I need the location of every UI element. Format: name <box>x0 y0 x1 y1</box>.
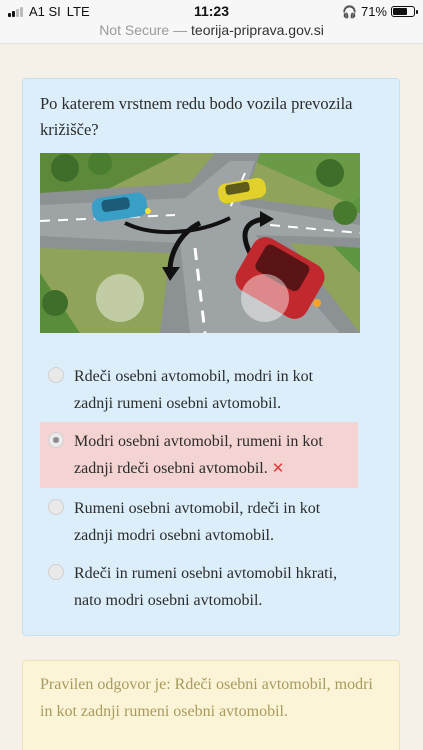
battery-icon <box>391 6 415 17</box>
radio-button[interactable] <box>48 367 64 383</box>
headphones-icon: 🎧 <box>342 4 357 19</box>
carrier-name: A1 SI <box>29 4 61 19</box>
radio-button[interactable] <box>48 564 64 580</box>
page-content <box>0 44 423 750</box>
answer-option-3[interactable] <box>40 489 358 555</box>
intersection-scene-icon <box>40 153 360 333</box>
battery-percent: 71% <box>360 4 387 19</box>
question-card <box>22 78 400 636</box>
option-label: Rumeni osebni avtomobil, rdeči in kot zadnji modri osebni avtomobil. <box>74 500 321 544</box>
wrong-answer-icon: ✕ <box>271 459 285 477</box>
security-label: Not Secure <box>99 22 170 38</box>
option-label <box>74 428 352 482</box>
correct-answer-text: Pravilen odgovor je: Rdeči osebni avtomobil, modri in kot zadnji rumeni osebni avtomobil. <box>40 676 373 720</box>
answer-option-4[interactable] <box>40 554 358 620</box>
answer-option-2[interactable] <box>40 422 358 488</box>
question-text: Po katerem vrstnem redu bodo vozila prevozila križišče? <box>40 94 353 139</box>
answer-option-1[interactable] <box>40 357 358 423</box>
url-domain: teorija-priprava.gov.si <box>191 22 324 38</box>
status-right <box>342 4 415 19</box>
radio-button[interactable] <box>48 499 64 515</box>
correct-answer-card <box>22 660 400 750</box>
url-bar[interactable] <box>0 22 423 44</box>
intersection-illustration <box>40 153 360 333</box>
network-type: LTE <box>66 4 90 19</box>
option-label-text: Modri osebni avtomobil, rumeni in kot zadnji rdeči osebni avtomobil. <box>74 433 323 477</box>
option-label: Rdeči osebni avtomobil, modri in kot zadnji rumeni osebni avtomobil. <box>74 368 314 412</box>
option-label: Rdeči in rumeni osebni avtomobil hkrati, nato modri osebni avtomobil. <box>74 565 338 609</box>
radio-button-selected[interactable] <box>48 432 64 448</box>
url-separator: — <box>169 22 192 38</box>
status-bar <box>0 0 423 22</box>
clock: 11:23 <box>193 3 230 19</box>
